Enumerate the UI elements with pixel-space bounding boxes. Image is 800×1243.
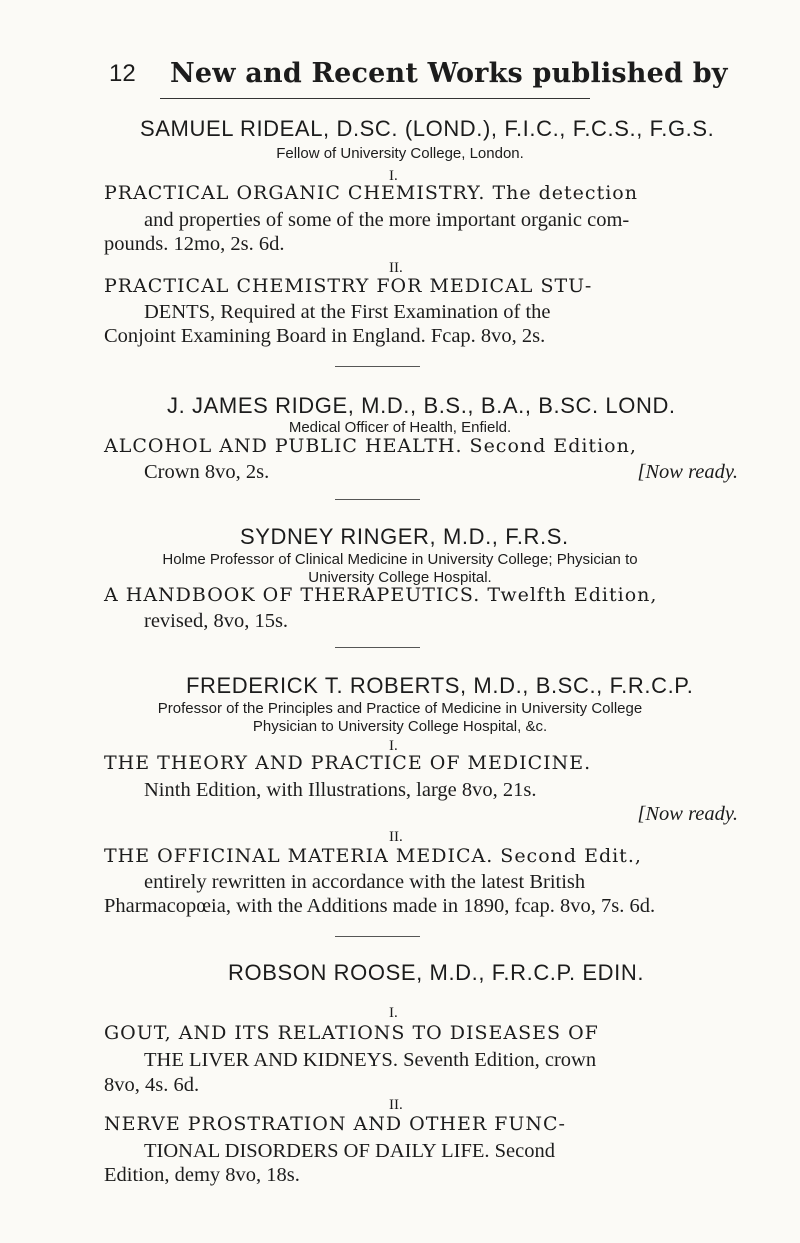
work-numeral: II. [389,1097,403,1113]
work-title-line: PRACTICAL CHEMISTRY FOR MEDICAL STU- [104,275,593,297]
section-divider [335,499,420,500]
work-numeral: I. [389,738,398,754]
section-divider [335,647,420,648]
author-heading: SYDNEY RINGER, M.D., F.R.S. [240,524,569,549]
author-credentials: Medical Officer of Health, Enfield. [288,419,512,436]
author-credentials: University College Hospital. [308,569,492,586]
availability-note: [Now ready. [637,461,738,483]
author-credentials: Professor of the Principles and Practice of Medicine in University College [157,700,643,717]
author-credentials: Physician to University College Hospital, &c. [252,718,548,735]
work-title-line: THE THEORY AND PRACTICE OF MEDICINE. [104,752,592,774]
author-heading: J. JAMES RIDGE, M.D., B.S., B.A., B.SC. LOND. [167,393,676,418]
author-heading: FREDERICK T. ROBERTS, M.D., B.SC., F.R.C.P. [186,673,694,698]
work-line: entirely rewritten in accordance with the latest British [144,871,586,893]
header-rule [160,98,590,99]
author-heading: ROBSON ROOSE, M.D., F.R.C.P. EDIN. [228,960,645,985]
work-title-line: A HANDBOOK OF THERAPEUTICS. Twelfth Edition, [104,584,658,606]
work-title-line: NERVE PROSTRATION AND OTHER FUNC- [104,1113,566,1135]
work-line: pounds. 12mo, 2s. 6d. [104,233,285,255]
running-title: New and Recent Works published by [170,58,728,89]
work-title-line: GOUT, AND ITS RELATIONS TO DISEASES OF [104,1022,599,1044]
author-credentials: Fellow of University College, London. [276,145,524,162]
work-numeral: I. [389,1005,398,1021]
availability-note: [Now ready. [637,803,738,825]
author-credentials: Holme Professor of Clinical Medicine in University College; Physician to [162,551,638,568]
work-numeral: II. [389,260,403,276]
page-number: 12 [109,60,136,87]
section-divider [335,936,420,937]
work-line: Ninth Edition, with Illustrations, large 8vo, 21s. [144,779,537,801]
work-numeral: II. [389,829,403,845]
work-line: Edition, demy 8vo, 18s. [104,1164,300,1186]
work-line: Conjoint Examining Board in England. Fcap. 8vo, 2s. [104,325,546,347]
work-title-line: THE OFFICINAL MATERIA MEDICA. Second Edit., [104,845,642,867]
work-title-line: ALCOHOL AND PUBLIC HEALTH. Second Edition, [104,435,637,457]
work-line: TIONAL DISORDERS OF DAILY LIFE. Second [144,1140,555,1162]
work-line: DENTS, Required at the First Examination of the [144,301,551,323]
work-line: THE LIVER AND KIDNEYS. Seventh Edition, crown [144,1049,597,1071]
work-line: Crown 8vo, 2s. [144,461,270,483]
work-numeral: I. [389,168,398,184]
work-title-line: PRACTICAL ORGANIC CHEMISTRY. The detection [104,182,638,204]
author-heading: SAMUEL RIDEAL, D.SC. (LOND.), F.I.C., F.C.S., F.G.S. [140,116,715,141]
running-header [0,58,800,98]
work-line: 8vo, 4s. 6d. [104,1074,200,1096]
work-line: revised, 8vo, 15s. [144,610,289,632]
section-divider [335,366,420,367]
work-line: and properties of some of the more important organic com- [144,209,630,231]
work-line: Pharmacopœia, with the Additions made in 1890, fcap. 8vo, 7s. 6d. [104,895,656,917]
